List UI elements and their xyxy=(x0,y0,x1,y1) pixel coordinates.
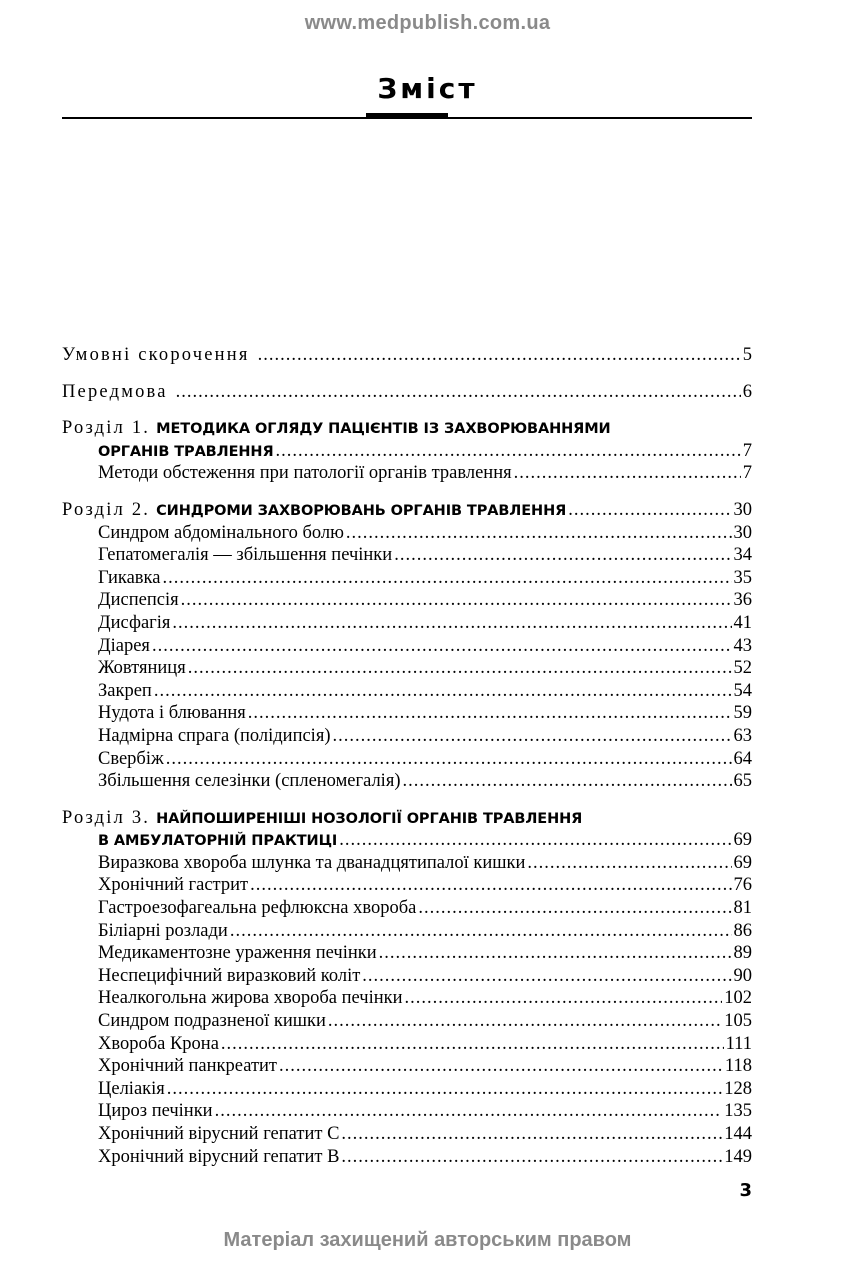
toc-entry-label: Диспепсія xyxy=(98,590,179,611)
toc-leader-dots xyxy=(215,1100,723,1123)
toc-entry-label: Біліарні розлади xyxy=(98,920,228,941)
toc-line xyxy=(62,344,752,367)
toc-entry-label: Хронічний вірусний гепатит В xyxy=(98,1146,340,1167)
toc-line xyxy=(62,897,752,920)
toc-line xyxy=(62,748,752,771)
toc-leader-dots xyxy=(248,702,732,725)
toc-leader-dots xyxy=(258,344,741,367)
toc-line xyxy=(62,920,752,943)
toc-page-number: 64 xyxy=(733,748,752,769)
toc-leader-dots xyxy=(167,1078,722,1101)
toc-leader-dots xyxy=(418,897,731,920)
toc-page-number: 30 xyxy=(733,499,752,520)
toc-page-number: 5 xyxy=(742,345,752,365)
toc-line xyxy=(62,1078,752,1101)
toc-entry-label: Гикавка xyxy=(98,567,161,588)
toc-page-number: 69 xyxy=(733,852,752,873)
toc-leader-dots xyxy=(152,635,732,658)
toc-entry-label: Хронічний гастрит xyxy=(98,875,249,896)
toc-page-number: 36 xyxy=(733,590,752,611)
toc-entry-label: Діарея xyxy=(98,635,150,656)
toc-leader-dots xyxy=(514,462,741,485)
toc-entry-label: Умовні скорочення xyxy=(62,345,250,365)
toc-page-number: 54 xyxy=(733,680,752,701)
toc-leader-dots xyxy=(172,612,731,635)
toc-leader-dots xyxy=(250,874,731,897)
page-title: Зміст xyxy=(377,72,478,105)
toc-leader-dots xyxy=(568,499,731,522)
toc-line xyxy=(62,499,752,522)
toc-leader-dots xyxy=(162,567,731,590)
toc-page-number: 63 xyxy=(733,725,752,746)
toc-entry-label: Гепатомегалія — збільшення печінки xyxy=(98,545,393,566)
toc-entry-label: Жовтяниця xyxy=(98,658,186,679)
toc-line xyxy=(62,770,752,793)
toc-line xyxy=(62,807,752,830)
toc-line xyxy=(62,965,752,988)
toc-leader-dots xyxy=(333,725,732,748)
toc-line xyxy=(62,657,752,680)
toc-entry-label: Синдром абдомінального болю xyxy=(98,522,344,543)
toc-entry-label: Хвороба Крона xyxy=(98,1033,219,1054)
toc-page-number: 105 xyxy=(724,1011,752,1032)
toc-line xyxy=(62,612,752,635)
copyright-footer: Матеріал захищений авторським правом xyxy=(223,1229,632,1251)
toc-leader-dots xyxy=(527,852,731,875)
toc-line xyxy=(62,1123,752,1146)
toc-line xyxy=(62,522,752,545)
toc-line xyxy=(62,829,752,852)
toc-entry-label: Нудота і блювання xyxy=(98,703,246,724)
toc-section-prefix: Розділ 3. xyxy=(62,807,151,828)
toc-line xyxy=(62,589,752,612)
toc-leader-dots xyxy=(341,1146,722,1169)
toc-entry-label: Гастроезофагеальна рефлюксна хвороба xyxy=(98,898,417,919)
toc-line xyxy=(62,462,752,485)
toc-section-prefix: Розділ 1. xyxy=(62,418,151,439)
title-rule xyxy=(62,117,752,119)
toc-line xyxy=(62,1100,752,1123)
toc-page-number: 69 xyxy=(733,830,752,851)
table-of-contents xyxy=(62,344,752,1168)
toc-entry-label: Хронічний панкреатит xyxy=(98,1056,278,1077)
toc-leader-dots xyxy=(346,522,732,545)
toc-entry-label: Хронічний вірусний гепатит С xyxy=(98,1124,340,1144)
toc-page-number: 128 xyxy=(724,1078,752,1099)
toc-leader-dots xyxy=(403,770,732,793)
toc-entry-label: Виразкова хвороба шлунка та дванадцятипалої кишки xyxy=(98,852,526,873)
toc-page-number: 7 xyxy=(742,463,752,484)
toc-line xyxy=(62,680,752,703)
toc-leader-dots xyxy=(339,829,731,852)
toc-page-number: 35 xyxy=(733,567,752,588)
toc-line xyxy=(62,1146,752,1169)
toc-page-number: 144 xyxy=(724,1124,752,1144)
toc-entry-label: Свербіж xyxy=(98,748,164,769)
toc-entry-label: Дисфагія xyxy=(98,612,171,633)
toc-entry-label: Методи обстеження при патології органів травлення xyxy=(98,463,512,484)
page-number: 3 xyxy=(739,1180,752,1201)
toc-line xyxy=(62,544,752,567)
toc-leader-dots xyxy=(405,987,723,1010)
toc-section-title: МЕТОДИКА ОГЛЯДУ ПАЦІЄНТІВ ІЗ ЗАХВОРЮВАННЯМИ xyxy=(156,421,611,438)
toc-line xyxy=(62,417,752,440)
toc-leader-dots xyxy=(328,1010,722,1033)
toc-page-number: 43 xyxy=(733,635,752,656)
toc-page-number: 76 xyxy=(733,875,752,896)
toc-entry-label: Медикаментозне ураження печінки xyxy=(98,943,377,964)
toc-entry-label: Неспецифічний виразковий коліт xyxy=(98,965,361,986)
header-url: www.medpublish.com.ua xyxy=(304,12,551,34)
toc-leader-dots xyxy=(154,680,732,703)
toc-line xyxy=(62,1010,752,1033)
toc-line xyxy=(62,702,752,725)
toc-line xyxy=(62,725,752,748)
toc-leader-dots xyxy=(362,965,731,988)
toc-line xyxy=(62,874,752,897)
toc-line xyxy=(62,567,752,590)
toc-page-number: 111 xyxy=(725,1033,752,1054)
toc-leader-dots xyxy=(181,589,732,612)
toc-leader-dots xyxy=(176,381,741,404)
toc-leader-dots xyxy=(276,440,741,463)
toc-leader-dots xyxy=(279,1055,723,1078)
toc-page-number: 52 xyxy=(733,658,752,679)
toc-section-title: НАЙПОШИРЕНІШІ НОЗОЛОГІЇ ОРГАНІВ ТРАВЛЕННЯ xyxy=(156,810,583,827)
toc-page-number: 86 xyxy=(733,920,752,941)
toc-leader-dots xyxy=(230,920,732,943)
toc-page-number: 81 xyxy=(733,898,752,919)
toc-section-title: В АМБУЛАТОРНІЙ ПРАКТИЦІ xyxy=(98,833,338,850)
toc-section-prefix: Розділ 2. xyxy=(62,499,151,520)
toc-page-number: 41 xyxy=(733,612,752,633)
toc-page-number: 90 xyxy=(733,965,752,986)
toc-line xyxy=(62,987,752,1010)
toc-page-number: 59 xyxy=(733,703,752,724)
toc-page-number: 7 xyxy=(742,440,752,461)
toc-entry-label: Збільшення селезінки (спленомегалія) xyxy=(98,771,401,792)
toc-entry-label: Целіакія xyxy=(98,1078,165,1099)
toc-leader-dots xyxy=(188,657,732,680)
toc-line xyxy=(62,635,752,658)
toc-line xyxy=(62,1033,752,1056)
toc-leader-dots xyxy=(166,748,732,771)
toc-page-number: 6 xyxy=(742,381,752,402)
toc-page-number: 135 xyxy=(724,1101,752,1122)
toc-line xyxy=(62,852,752,875)
toc-line xyxy=(62,381,752,404)
toc-leader-dots xyxy=(341,1123,722,1146)
toc-page-number: 118 xyxy=(724,1056,752,1077)
toc-section-title: ОРГАНІВ ТРАВЛЕННЯ xyxy=(98,443,274,460)
toc-entry-label: Синдром подразненої кишки xyxy=(98,1011,326,1032)
toc-entry-label: Закреп xyxy=(98,680,152,701)
toc-entry-label: Передмова xyxy=(62,381,168,402)
toc-page-number: 149 xyxy=(724,1146,752,1167)
toc-page-number: 34 xyxy=(733,545,752,566)
toc-page-number: 30 xyxy=(733,522,752,543)
toc-entry-label: Неалкогольна жирова хвороба печінки xyxy=(98,988,403,1009)
toc-line xyxy=(62,440,752,463)
toc-section-title: СИНДРОМИ ЗАХВОРЮВАНЬ ОРГАНІВ ТРАВЛЕННЯ xyxy=(156,502,567,519)
toc-page-number: 89 xyxy=(733,943,752,964)
toc-page-number: 65 xyxy=(733,771,752,792)
toc-leader-dots xyxy=(221,1033,724,1056)
toc-line xyxy=(62,1055,752,1078)
toc-line xyxy=(62,942,752,965)
toc-page-number: 102 xyxy=(724,988,752,1009)
toc-entry-label: Цироз печінки xyxy=(98,1101,213,1122)
toc-leader-dots xyxy=(394,544,731,567)
toc-entry-label: Надмірна спрага (полідипсія) xyxy=(98,725,331,746)
toc-leader-dots xyxy=(379,942,732,965)
